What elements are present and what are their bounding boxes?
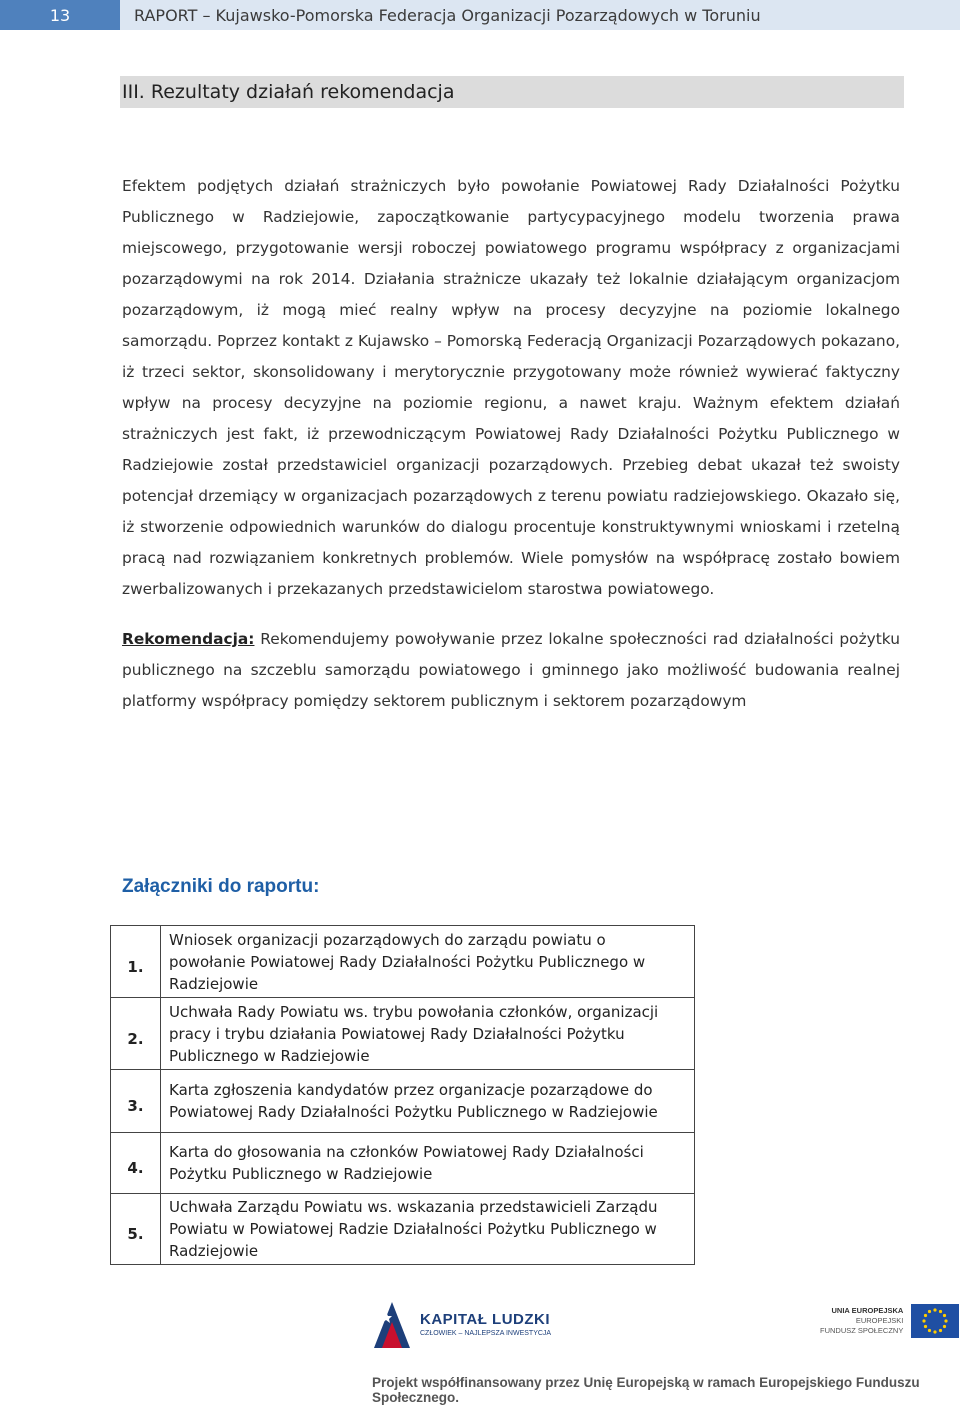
annex-description: Uchwała Zarządu Powiatu ws. wskazania przedstawicieli Zarządu Powiatu w Powiatowej Radzie Działalności Pożytku Publicznego w Radziejowie: [161, 1194, 695, 1265]
annex-table: [110, 925, 695, 1265]
recommendation-label: Rekomendacja:: [122, 630, 255, 648]
kapital-ludzki-name: KAPITAŁ LUDZKI: [420, 1311, 551, 1328]
table-row: [111, 1194, 695, 1265]
annex-heading: Załączniki do raportu:: [122, 876, 320, 897]
eu-flag-icon: [911, 1304, 959, 1338]
annex-description: Karta do głosowania na członków Powiatowej Rady Działalności Pożytku Publicznego w Radziejowie: [161, 1133, 695, 1194]
table-row: [111, 1070, 695, 1133]
annex-description: Uchwała Rady Powiatu ws. trybu powołania członków, organizacji pracy i trybu działania Powiatowej Rady Działalności Pożytku Publicznego w Radziejowie: [161, 998, 695, 1070]
section-title: III. Rezultaty działań rekomendacja: [122, 81, 455, 103]
kapital-ludzki-tagline: CZŁOWIEK – NAJLEPSZA INWESTYCJA: [420, 1330, 552, 1337]
annex-description: Wniosek organizacji pozarządowych do zarządu powiatu o powołanie Powiatowej Rady Działalności Pożytku Publicznego w Radziejowie: [161, 926, 695, 998]
recommendation-text: Rekomendujemy powoływanie przez lokalne społeczności rad działalności pożytku publicznego na szczeblu samorządu powiatowego i gminnego jako możliwość budowania realnej platformy współpracy pomiędzy sektorem publicznym i sektorem pozarządowym: [122, 630, 900, 710]
page-number: 13: [0, 0, 120, 30]
eu-logo: [820, 1304, 959, 1338]
annex-number: 5.: [111, 1194, 161, 1265]
section-title-box: [120, 76, 904, 108]
annex-number: 4.: [111, 1133, 161, 1194]
kapital-ludzki-logo: [370, 1298, 551, 1350]
page-footer: [0, 1290, 960, 1405]
recommendation-paragraph: [122, 624, 900, 717]
table-row: [111, 926, 695, 998]
header-title: RAPORT – Kujawsko-Pomorska Federacja Organizacji Pozarządowych w Toruniu: [120, 0, 960, 30]
eu-fund-line2: FUNDUSZ SPOŁECZNY: [820, 1326, 904, 1335]
results-paragraph: Efektem podjętych działań strażniczych było powołanie Powiatowej Rady Działalności Pożytku Publicznego w Radziejowie, zapoczątkowanie partycypacyjnego modelu tworzenia prawa miejscowego, przygotowanie wersji roboczej powiatowego programu współpracy z organizacjami pozarządowymi na rok 2014. Działania strażnicze ukazały też lokalnie działającym organizacjom pozarządowym, iż mogą mieć realny wpływ na procesy decyzyjne na poziomie lokalnego samorządu. Poprzez kontakt z Kujawsko – Pomorską Federacją Organizacji Pozarządowych pokazano, iż trzeci sektor, skonsolidowany i merytorycznie przygotowany może również wywierać faktyczny wpływ na procesy decyzyjne na poziomie regionu, a nawet kraju. Ważnym efektem działań strażniczych jest fakt, iż przewodniczącym Powiatowej Rady Działalności Pożytku Publicznego w Radziejowie został przedstawiciel organizacji pozarządowych. Przebieg debat ukazał też swoisty potencjał drzemiący w organizacjach pozarządowych z terenu powiatu radziejowskiego. Okazało się, iż stworzenie odpowiednich warunków do dialogu procentuje konstruktywnymi wnioskami i rzetelną pracą nad rozwiązaniem konkretnych problemów. Wiele pomysłów na współpracę zostało bowiem zwerbalizowanych i przekazanych przedstawicielom starostwa powiatowego.: [122, 177, 900, 598]
kapital-ludzki-icon: [370, 1298, 412, 1350]
eu-name: UNIA EUROPEJSKA: [831, 1306, 904, 1315]
annex-number: 1.: [111, 926, 161, 998]
funding-note: Projekt współfinansowany przez Unię Europejską w ramach Europejskiego Funduszu Społecznego.: [372, 1375, 920, 1405]
eu-fund-line1: EUROPEJSKI: [855, 1316, 904, 1325]
page-header: [0, 0, 960, 30]
table-row: [111, 998, 695, 1070]
table-row: [111, 1133, 695, 1194]
annex-number: 3.: [111, 1070, 161, 1133]
annex-description: Karta zgłoszenia kandydatów przez organizacje pozarządowe do Powiatowej Rady Działalności Pożytku Publicznego w Radziejowie: [161, 1070, 695, 1133]
annex-number: 2.: [111, 998, 161, 1070]
